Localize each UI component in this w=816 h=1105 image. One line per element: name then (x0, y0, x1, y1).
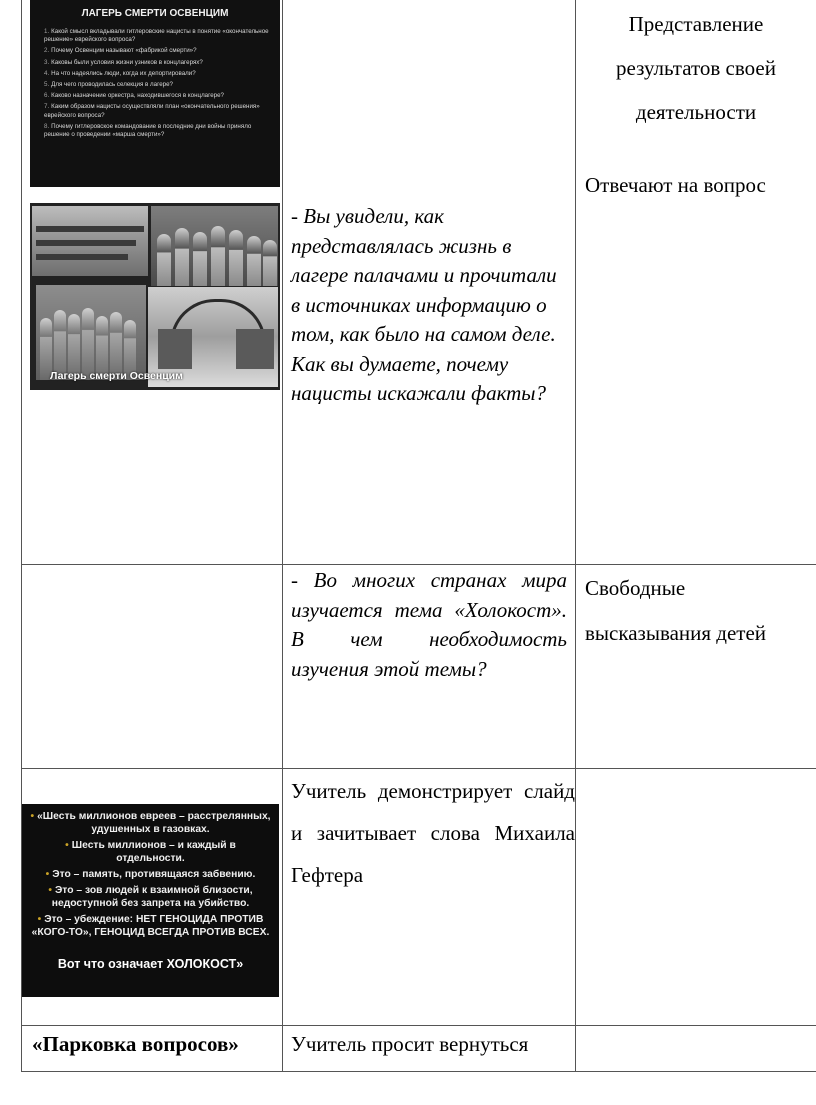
slide-auschwitz-questions (30, 0, 280, 187)
quote-conclusion: Вот что означает ХОЛОКОСТ» (57, 957, 244, 971)
barracks-photo (32, 206, 148, 276)
teacher-activity-4: Учитель просит вернуться (291, 1032, 529, 1056)
list-item: 8. Почему гитлеровское командование в последние дни войны приняло решение о проведении «марша смерти»? (44, 122, 252, 139)
slide-photo-collage (30, 203, 280, 390)
slide-caption: Лагерь смерти Освенцим (50, 370, 183, 382)
list-item: • Шесть миллионов – и каждый в отдельности. (65, 840, 236, 864)
table-border-col2 (575, 0, 576, 1071)
list-item: 5. Для чего проводилась селекция в лагере? (44, 81, 173, 89)
list-item: 2. Почему Освенцим называют «фабрикой смерти»? (44, 47, 197, 55)
slide-gefter-quote (22, 804, 279, 997)
table-border-bottom (21, 1071, 816, 1072)
discussion-question-2: - Во многих странах мира изучается тема «Холокост». В чем необходимость изучения этой темы? (291, 568, 567, 681)
discussion-question-1: - Вы увидели, как представлялась жизнь в лагере палачами и прочитали в источниках информацию о том, как было на самом деле. Как вы думаете, почему нацисты искажали факты? (291, 204, 557, 405)
slide-question-list (44, 28, 270, 142)
list-item: 7. Каким образом нацисты осуществляли план «окончательного решения» еврейского вопроса? (44, 103, 260, 119)
slide-title: ЛАГЕРЬ СМЕРТИ ОСВЕНЦИМ (81, 8, 229, 19)
list-item: 6. Каково назначение оркестра, находившегося в концлагере? (44, 92, 225, 100)
teacher-activity-3: Учитель демонстрирует слайд и зачитывает слова Михаила Гефтера (291, 779, 575, 887)
student-activity-1: Отвечают на вопрос (585, 173, 766, 197)
list-item: • «Шесть миллионов евреев – расстрелянных, удушенных в газовках. (30, 811, 271, 835)
student-activity-2: Свободные высказывания детей (585, 576, 767, 645)
list-item: • Это – память, противящаяся забвению. (45, 869, 256, 880)
prisoners-photo (151, 206, 278, 286)
stage-name-parking: «Парковка вопросов» (32, 1032, 239, 1056)
table-row-divider-3 (21, 1025, 816, 1026)
list-item: 3. Каковы были условия жизни узников в концлагерях? (44, 58, 203, 66)
table-border-col1 (282, 0, 283, 1071)
list-item: • Это – зов людей к взаимной близости, недоступной без запрета на убийство. (48, 885, 253, 909)
list-item: 1. Какой смысл вкладывали гитлеровские нацисты в понятие «окончательное решение» еврейского вопроса? (44, 28, 269, 44)
stage-result-label: Представление результатов своей деятельности (616, 12, 776, 124)
table-row-divider-2 (21, 768, 816, 769)
quote-list (30, 810, 271, 942)
list-item: • Это – убеждение: НЕТ ГЕНОЦИДА ПРОТИВ «КОГО-ТО», ГЕНОЦИД ВСЕГДА ПРОТИВ ВСЕХ. (31, 914, 270, 938)
table-row-divider-1 (21, 564, 816, 565)
survivors-photo (36, 285, 146, 380)
list-item: 4. На что надеялись люди, когда их депортировали? (44, 69, 196, 77)
